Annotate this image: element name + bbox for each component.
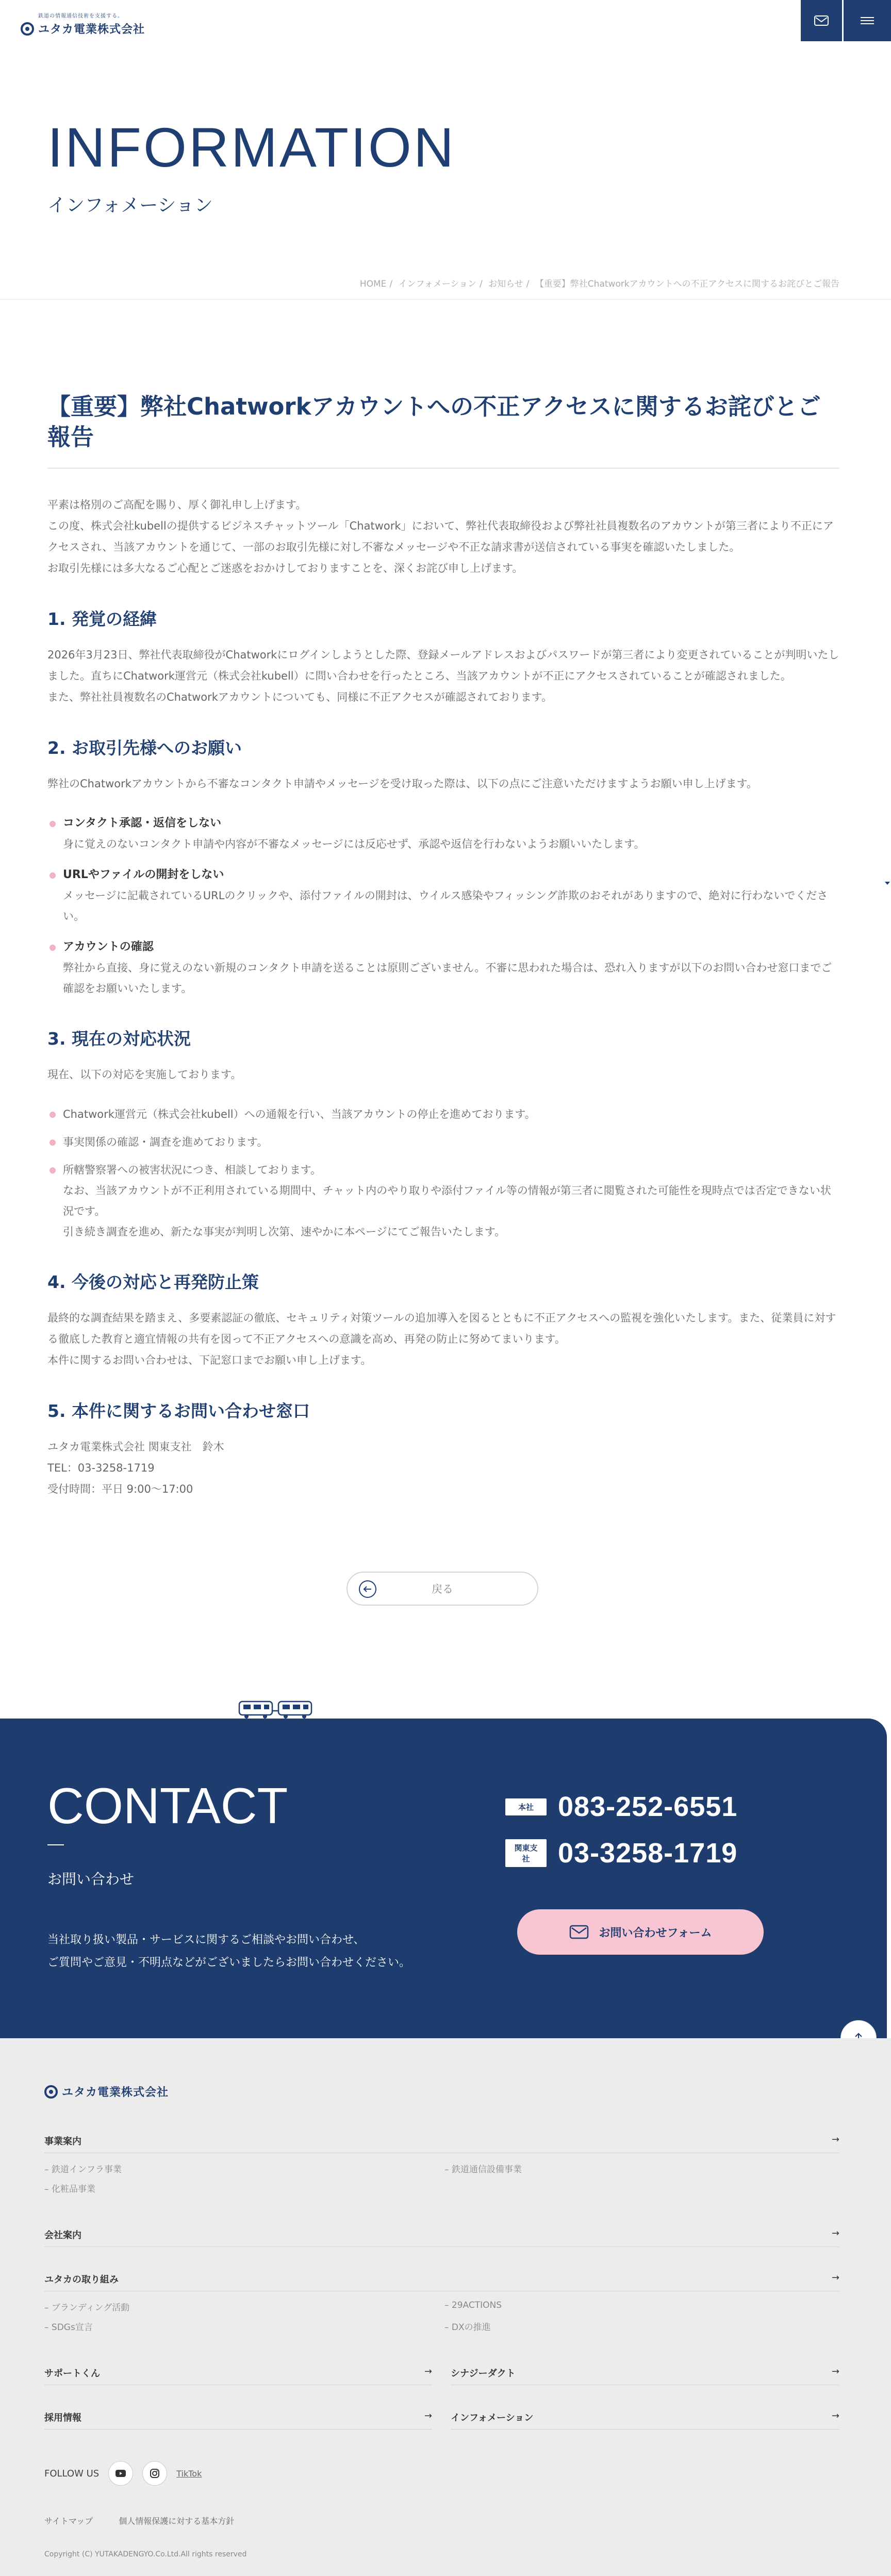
footer-logo[interactable] (44, 2084, 169, 2100)
section-paragraph: 2026年3月23日、弊社代表取締役がChatworkにログインしようとした際、登録メールアドレスおよびパスワードが第三者により変更されていることが判明いたしました。直ちにChatwork運営元（株式会社kubell）に問い合わせを行ったところ、当該アカウントが不正にアクセスされていることが確認されました。 (47, 649, 839, 682)
footer-nav-business[interactable] (44, 2134, 839, 2148)
intro-paragraph: 平素は格別のご高配を賜り、厚く御礼申し上げます。 (47, 499, 307, 511)
contact-form-label: お問い合わせフォーム (599, 1926, 712, 1940)
list-item-note: なお、当該アカウントが不正利用されている期間中、チャット内のやり取りや添付ファイル等の情報が第三者に閲覧された可能性を現時点では否定できない状況です。 (63, 1184, 831, 1217)
logo-mark-icon (21, 22, 34, 36)
arrow-right-icon: → (831, 2228, 839, 2239)
contact-subtitle: お問い合わせ (47, 1871, 135, 1888)
instagram-icon[interactable] (142, 2461, 167, 2486)
section-paragraph: 本件に関するお問い合わせは、下記窓口までお願い申し上げます。 (47, 1354, 372, 1366)
footer-subnav-item[interactable]: – DXの推進 (444, 2322, 491, 2333)
sitemap-link[interactable]: サイトマップ (44, 2516, 93, 2526)
footer-divider (44, 2429, 432, 2430)
tiktok-link[interactable]: TikTok (176, 2468, 202, 2479)
footer-subnav-item[interactable]: – SDGs宣言 (44, 2322, 93, 2333)
hero-divider (0, 299, 891, 300)
contact-description-line: 当社取り扱い製品・サービスに関するご相談やお問い合わせ、 (47, 1934, 365, 1946)
tel-number: 083-252-6551 (558, 1791, 738, 1822)
site-header (0, 0, 891, 41)
arrow-right-icon: → (424, 2410, 432, 2421)
breadcrumb-information[interactable]: インフォメーション (398, 279, 477, 289)
section-heading: 3. 現在の対応状況 (47, 1029, 191, 1049)
tel-head-office[interactable] (505, 1791, 737, 1823)
logo-mark-icon (44, 2085, 58, 2099)
tel-kanto-branch[interactable] (505, 1837, 737, 1869)
follow-label: FOLLOW US (44, 2468, 100, 2479)
footer-subnav-item[interactable]: – 鉄道インフラ事業 (44, 2165, 122, 2175)
list-item (47, 937, 839, 999)
list-item (47, 813, 839, 854)
list-item-text: メッセージに記載されているURLのクリックや、添付ファイルの開封は、ウイルス感染やフィッシング詐欺のおそれがありますので、絶対に行わないでください。 (63, 889, 828, 922)
section-paragraph: 現在、以下の対応を実施しております。 (47, 1068, 242, 1081)
list-item-note: 引き続き調査を進め、新たな事実が判明し次第、速やかに本ページにてご報告いたします。 (63, 1226, 506, 1238)
list-item-heading: アカウントの確認 (63, 940, 154, 953)
list-item: Chatwork運営元（株式会社kubell）への通報を行い、当該アカウントの停止を進めております。 (47, 1104, 839, 1125)
contact-line: TEL：03-3258-1719 (47, 1462, 155, 1474)
breadcrumb-news[interactable]: お知らせ (488, 279, 523, 289)
footer-subnav-item[interactable]: – 29ACTIONS (444, 2300, 502, 2310)
privacy-policy-link[interactable]: 個人情報保護に対する基本方針 (119, 2516, 235, 2526)
list-item-text: 身に覚えのないコンタクト申請や内容が不審なメッセージには反応せず、承認や返信を行わないようお願いいたします。 (63, 838, 645, 850)
mail-icon (569, 1925, 589, 1939)
social-links (44, 2461, 202, 2486)
footer-nav-support[interactable] (44, 2366, 432, 2380)
mail-icon (814, 14, 829, 27)
list-item: 事実関係の確認・調査を進めております。 (47, 1132, 839, 1152)
article (47, 392, 839, 1500)
footer-subnav-item[interactable]: – 鉄道通信設備事業 (444, 2165, 522, 2175)
page-subtitle: インフォメーション (47, 195, 213, 216)
footer-nav-label: シナジーダクト (451, 2368, 516, 2379)
logo-text: ユタカ電業株式会社 (62, 2086, 169, 2099)
footer-subnav-item[interactable]: – 化粧品事業 (44, 2184, 95, 2194)
list-item-heading: URLやファイルの開封をしない (63, 868, 224, 881)
tel-label: 本社 (505, 1798, 547, 1815)
request-list (47, 813, 839, 999)
footer-nav-label: 採用情報 (44, 2413, 81, 2423)
contact-description-line: ご質問やご意見・不明点などがございましたらお問い合わせください。 (47, 1956, 411, 1969)
list-item-heading: コンタクト承認・返信をしない (63, 817, 222, 830)
list-item-text: 所轄警察署への被害状況につき、相談しております。 (63, 1164, 322, 1176)
footer-nav-label: 事業案内 (44, 2136, 81, 2147)
section-paragraph: 最終的な調査結果を踏まえ、多要素認証の徹底、セキュリティ対策ツールの追加導入を図るとともに不正アクセスへの監視を強化いたします。また、従業員に対する徹底した教育と適宜情報の共有を図って不正アクセスへの意識を高め、再発の防止に努めてまいります。 (47, 1312, 836, 1345)
contact-line: 受付時間：平日 9:00〜17:00 (47, 1483, 193, 1495)
logo-text: ユタカ電業株式会社 (38, 23, 145, 36)
arrow-right-icon: → (424, 2366, 432, 2377)
footer-nav-initiatives[interactable] (44, 2272, 839, 2286)
hamburger-icon (860, 15, 875, 26)
section-heading: 4. 今後の対応と再発防止策 (47, 1272, 259, 1292)
article-intro (47, 494, 839, 579)
arrow-right-icon: → (831, 2366, 839, 2377)
tel-number: 03-3258-1719 (558, 1838, 738, 1869)
back-button-label: 戻る (432, 1583, 453, 1595)
logo-tagline: 鉄道の情報通信技術を支援する。 (38, 13, 123, 19)
footer-subnav-item[interactable]: – ブランディング活動 (44, 2303, 130, 2313)
breadcrumb-home[interactable]: HOME (359, 279, 387, 289)
copyright: Copyright (C) YUTAKADENGYO.Co.Ltd.All rights reserved (44, 2550, 247, 2558)
menu-button[interactable] (844, 0, 891, 41)
contact-title: CONTACT (47, 1777, 288, 1834)
section-heading: 1. 発覚の経緯 (47, 609, 157, 629)
contact-line: ユタカ電業株式会社 関東支社 鈴木 (47, 1441, 224, 1453)
section-heading: 2. お取引先様へのお願い (47, 738, 242, 758)
section-paragraph: また、弊社社員複数名のChatworkアカウントについても、同様に不正アクセスが確認されております。 (47, 691, 552, 703)
breadcrumb-current: 【重要】弊社Chatworkアカウントへの不正アクセスに関するお詫びとご報告 (535, 279, 839, 289)
contact-form-button[interactable] (517, 1909, 764, 1955)
page-title: INFORMATION (47, 116, 456, 178)
tel-label: 関東支社 (505, 1839, 547, 1867)
contact-section (0, 1719, 887, 2038)
footer-nav-label: インフォメーション (451, 2413, 534, 2423)
footer-nav-label: 会社案内 (44, 2230, 81, 2241)
article-title: 【重要】弊社Chatworkアカウントへの不正アクセスに関するお詫びとご報告 (47, 392, 839, 469)
youtube-icon[interactable] (108, 2461, 133, 2486)
contact-description (47, 1929, 410, 1974)
contact-divider (47, 1844, 64, 1845)
breadcrumb: HOME / インフォメーション / お知らせ / 【重要】弊社Chatworkアカウントへの不正アクセスに関するお詫びとご報告 (359, 279, 839, 289)
back-button[interactable] (346, 1572, 538, 1606)
list-item-text: 弊社から直接、身に覚えのない新規のコンタクト申請を送ることは原則ございません。不審に思われた場合は、恐れ入りますが以下のお問い合わせ窓口までご確認をお願いいたします。 (63, 962, 832, 995)
footer-nav-company[interactable] (44, 2228, 839, 2241)
list-item (47, 1160, 839, 1242)
mail-button[interactable] (801, 0, 842, 41)
footer-nav-information[interactable] (451, 2410, 839, 2424)
section-heading: 5. 本件に関するお問い合わせ窓口 (47, 1401, 310, 1421)
arrow-right-icon: → (831, 2134, 839, 2145)
footer-nav-label: ユタカの取り組み (44, 2274, 119, 2285)
list-item (47, 865, 839, 927)
intro-paragraph: この度、株式会社kubellの提供するビジネスチャットツール「Chatwork」において、弊社代表取締役および弊社社員複数名のアカウントが第三者により不正にアクセスされ、当該アカウントを通じて、一部のお取引先様に対し不審なメッセージや不正な請求書が送信されている事実を確認いたしました。 (47, 520, 834, 553)
section-paragraph: 弊社のChatworkアカウントから不審なコンタクト申請やメッセージを受け取った際は、以下の点にご注意いただけますようお願い申し上げます。 (47, 778, 757, 790)
site-footer (0, 2038, 891, 2576)
footer-nav-signage[interactable] (451, 2366, 839, 2380)
arrow-left-icon (359, 1580, 376, 1598)
footer-nav-recruit[interactable] (44, 2410, 432, 2424)
status-list (47, 1104, 839, 1242)
scroll-down-icon (885, 882, 890, 885)
site-logo[interactable] (21, 11, 145, 37)
arrow-right-icon: → (831, 2410, 839, 2421)
footer-divider (451, 2429, 839, 2430)
footer-nav-label: サポートくん (44, 2368, 100, 2379)
train-illustration (238, 1698, 314, 1719)
arrow-right-icon: → (831, 2272, 839, 2283)
footer-legal-links (44, 2515, 234, 2527)
intro-paragraph: お取引先様には多大なるご心配とご迷惑をおかけしておりますことを、深くお詫び申し上げます。 (47, 562, 523, 574)
